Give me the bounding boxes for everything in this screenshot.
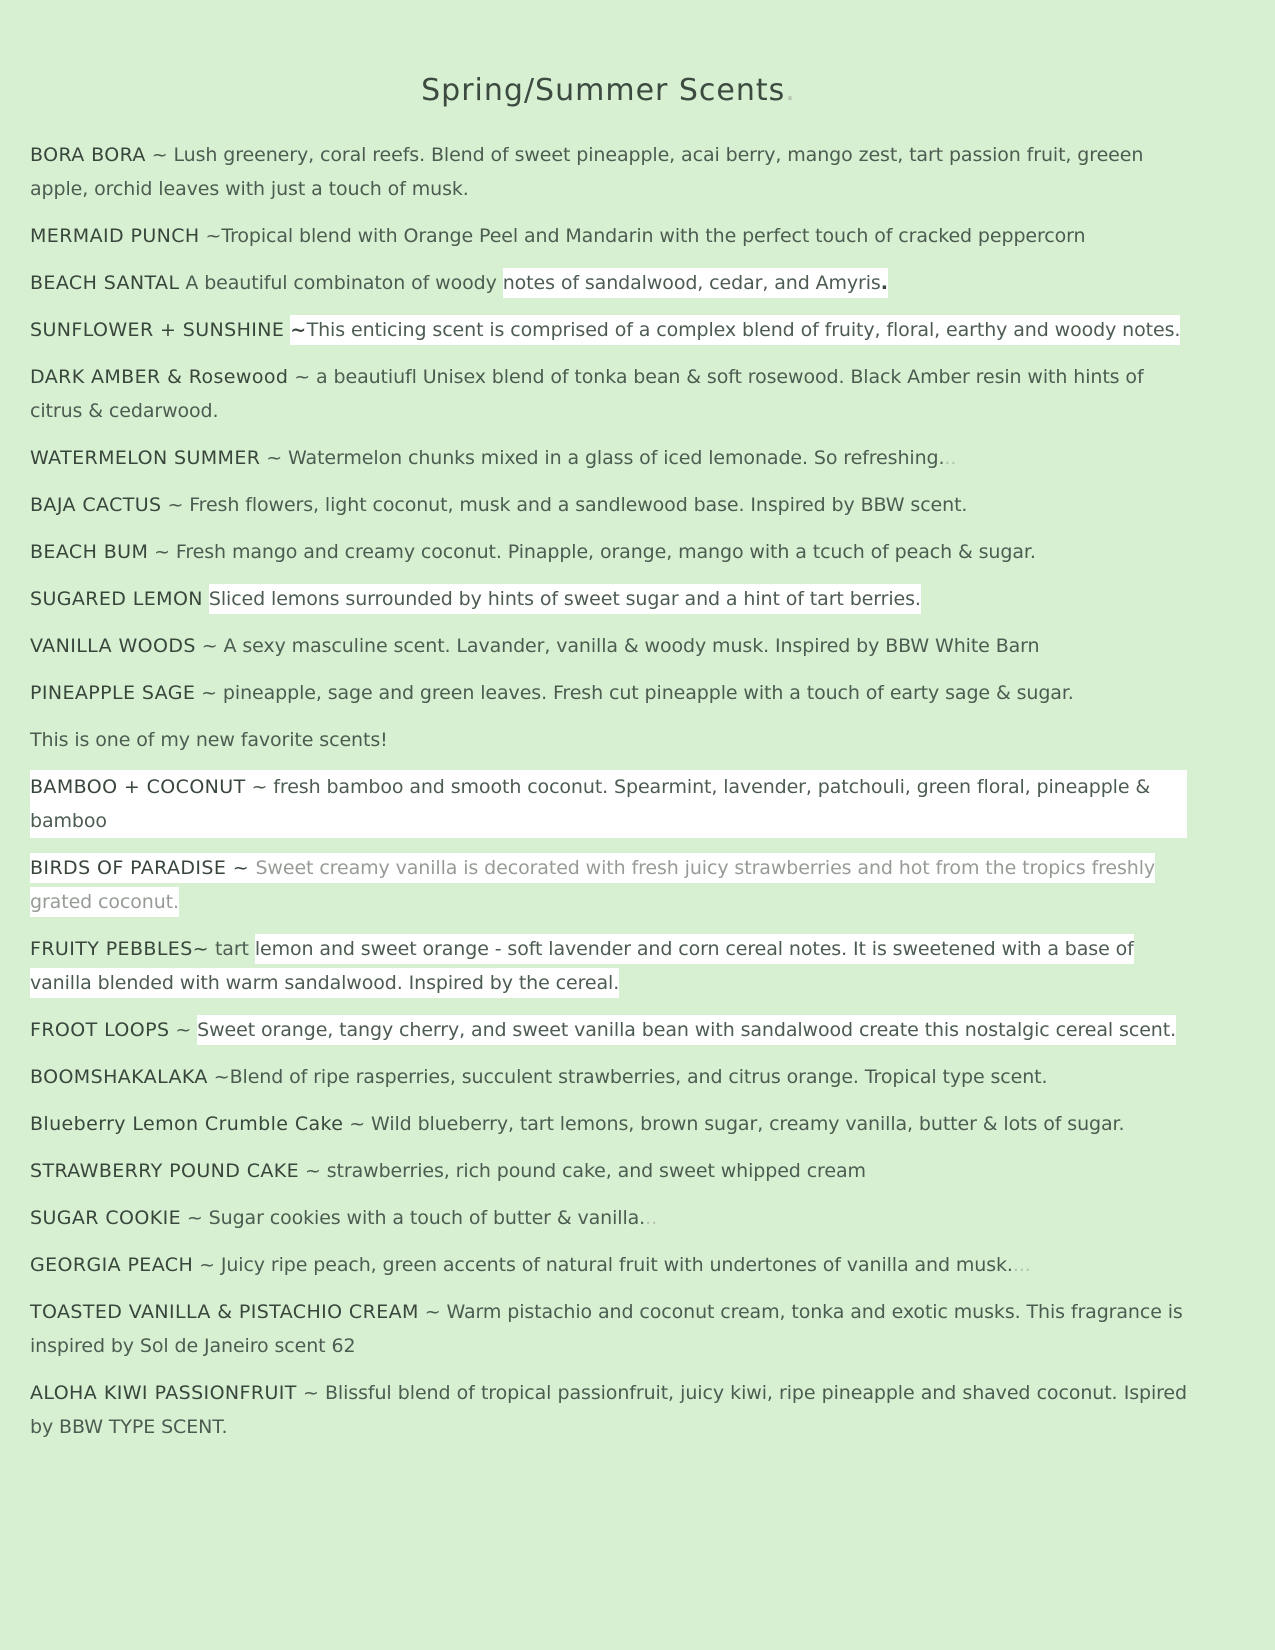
scent-name: SUGAR COOKIE	[30, 1207, 181, 1229]
scent-name: .	[881, 268, 889, 298]
scent-description: ~ strawberries, rich pound cake, and sweet whipped cream	[299, 1160, 866, 1182]
scent-name: BAMBOO + COCONUT	[30, 776, 246, 798]
scent-name: WATERMELON SUMMER	[30, 447, 261, 469]
scent-name: BIRDS OF PARADISE ~	[30, 853, 255, 883]
page-title	[30, 70, 1187, 112]
scent-entry-sugar-cookie	[30, 1201, 1187, 1235]
scent-description: ~ Watermelon chunks mixed in a glass of iced lemonade. So refreshing.	[260, 447, 945, 469]
scent-name: FROOT LOOPS	[30, 1019, 170, 1041]
scent-entry-baja-cactus	[30, 488, 1187, 522]
scent-entry-toasted-vanilla-pistachio-cream	[30, 1295, 1187, 1363]
scent-description: ~ a beautiufl Unisex blend of tonka bean & soft rosewood. Black Amber resin with hints of citrus & cedarwood.	[30, 366, 1144, 422]
scent-description: lemon and sweet orange - soft lavender and corn cereal notes. It is sweetened with a base of vanilla blended with warm sandalwood. Inspired by the cereal.	[30, 934, 1134, 998]
scent-name: GEORGIA PEACH	[30, 1254, 194, 1276]
scent-description: ~ Wild blueberry, tart lemons, brown sugar, creamy vanilla, butter & lots of sugar.	[343, 1113, 1125, 1135]
page-title-trailing-mark: .	[785, 73, 796, 108]
scent-name: TOASTED VANILLA & PISTACHIO CREAM	[30, 1301, 419, 1323]
scent-entry-bamboo-coconut	[30, 770, 1187, 838]
scent-description: ~ Blissful blend of tropical passionfruit, juicy kiwi, ripe pineapple and shaved coconut. Ispired by BBW TYPE SCENT.	[30, 1382, 1187, 1438]
scent-description: ~	[169, 1019, 198, 1041]
scent-entry-fruity-pebbles	[30, 932, 1187, 1000]
scent-entry-sunflower-sunshine	[30, 313, 1187, 347]
scent-description: ~ pineapple, sage and green leaves. Fresh cut pineapple with a touch of earty sage & sugar.	[195, 682, 1074, 704]
scent-name: ALOHA KIWI PASSIONFRUIT	[30, 1382, 297, 1404]
scent-name: PINEAPPLE SAGE	[30, 682, 196, 704]
scent-entry-dark-amber-rosewood	[30, 360, 1187, 428]
scent-entry-beach-santal	[30, 266, 1187, 300]
scent-entry-sugared-lemon	[30, 582, 1187, 616]
scent-entry-mermaid-punch	[30, 219, 1187, 253]
scent-entry-watermelon-summer	[30, 441, 1187, 475]
scent-entry-strawberry-pound-cake	[30, 1154, 1187, 1188]
scent-description: Sweet orange, tangy cherry, and sweet vanilla bean with sandalwood create this nostalgic cereal scent.	[197, 1015, 1176, 1045]
scent-name: STRAWBERRY POUND CAKE	[30, 1160, 300, 1182]
scent-name: FRUITY PEBBLES~	[30, 938, 209, 960]
scent-list	[30, 138, 1187, 1444]
scent-name: SUNFLOWER + SUNSHINE	[30, 319, 285, 341]
scent-name: Blueberry Lemon Crumble Cake	[30, 1113, 344, 1135]
scent-entry-favorite-note	[30, 723, 1187, 757]
scent-entry-georgia-peach	[30, 1248, 1187, 1282]
scent-description: ~ A sexy masculine scent. Lavander, vanilla & woody musk. Inspired by BBW White Barn	[195, 635, 1040, 657]
scent-description: ~ Fresh mango and creamy coconut. Pinapple, orange, mango with a tcuch of peach & sugar.	[148, 541, 1036, 563]
scent-name: BAJA CACTUS	[30, 494, 162, 516]
scent-entry-aloha-kiwi-passionfruit	[30, 1376, 1187, 1444]
scent-description: ~ fresh bamboo and smooth coconut. Spearmint, lavender, patchouli, green floral, pineapple & bamboo	[30, 776, 1151, 832]
scent-name: BOOMSHAKALAKA	[30, 1066, 208, 1088]
scent-description: tart	[209, 938, 255, 960]
scent-entry-blueberry-lemon-crumble-cake	[30, 1107, 1187, 1141]
scent-name: BORA BORA	[30, 144, 146, 166]
scent-name: VANILLA WOODS	[30, 635, 196, 657]
scent-description	[203, 588, 209, 610]
scent-description: ~Blend of ripe rasperries, succulent strawberries, and citrus orange. Tropical type scent.	[207, 1066, 1048, 1088]
scent-name: BEACH BUM	[30, 541, 149, 563]
scent-name: SUGARED LEMON	[30, 588, 203, 610]
scent-entry-pineapple-sage	[30, 676, 1187, 710]
scent-entry-boomshakalaka	[30, 1060, 1187, 1094]
scent-description: Sweet creamy vanilla is decorated with fresh juicy strawberries and hot from the tropics freshly grated coconut.	[30, 853, 1155, 917]
scent-name: BEACH SANTAL	[30, 272, 180, 294]
scent-description: ~ Fresh flowers, light coconut, musk and a sandlewood base. Inspired by BBW scent.	[161, 494, 968, 516]
scent-description: notes of sandalwood, cedar, and Amyris	[503, 268, 881, 298]
scent-description: ~ Juicy ripe peach, green accents of natural fruit with undertones of vanilla and musk.	[193, 1254, 1013, 1276]
scent-description: ..	[944, 447, 957, 469]
scent-entry-froot-loops	[30, 1013, 1187, 1047]
page-title-text: Spring/Summer Scents	[421, 73, 786, 108]
scent-name: ~	[290, 315, 306, 345]
scent-description: ~ Sugar cookies with a touch of butter & vanilla.	[180, 1207, 646, 1229]
scent-entry-bora-bora	[30, 138, 1187, 206]
scent-entry-beach-bum	[30, 535, 1187, 569]
scent-description: ~ Warm pistachio and coconut cream, tonka and exotic musks. This fragrance is inspired by Sol de Janeiro scent 62	[30, 1301, 1183, 1357]
scent-description: ~ Lush greenery, coral reefs. Blend of sweet pineapple, acai berry, mango zest, tart passion fruit, greeen apple, orchid leaves with just a touch of musk.	[30, 144, 1144, 200]
scent-description: A beautiful combinaton of woody	[179, 272, 503, 294]
scent-entry-vanilla-woods	[30, 629, 1187, 663]
scent-description: ..	[645, 1207, 658, 1229]
scent-description: ~Tropical blend with Orange Peel and Mandarin with the perfect touch of cracked peppercorn	[199, 225, 1086, 247]
scent-description: Sliced lemons surrounded by hints of sweet sugar and a hint of tart berries.	[209, 584, 921, 614]
scent-entry-birds-of-paradise	[30, 851, 1187, 919]
scent-description: This enticing scent is comprised of a complex blend of fruity, floral, earthy and woody notes.	[307, 315, 1181, 345]
scent-name: DARK AMBER & Rosewood	[30, 366, 289, 388]
scent-description: ...	[1012, 1254, 1031, 1276]
scent-description: This is one of my new favorite scents!	[30, 729, 388, 751]
scent-name: MERMAID PUNCH	[30, 225, 200, 247]
